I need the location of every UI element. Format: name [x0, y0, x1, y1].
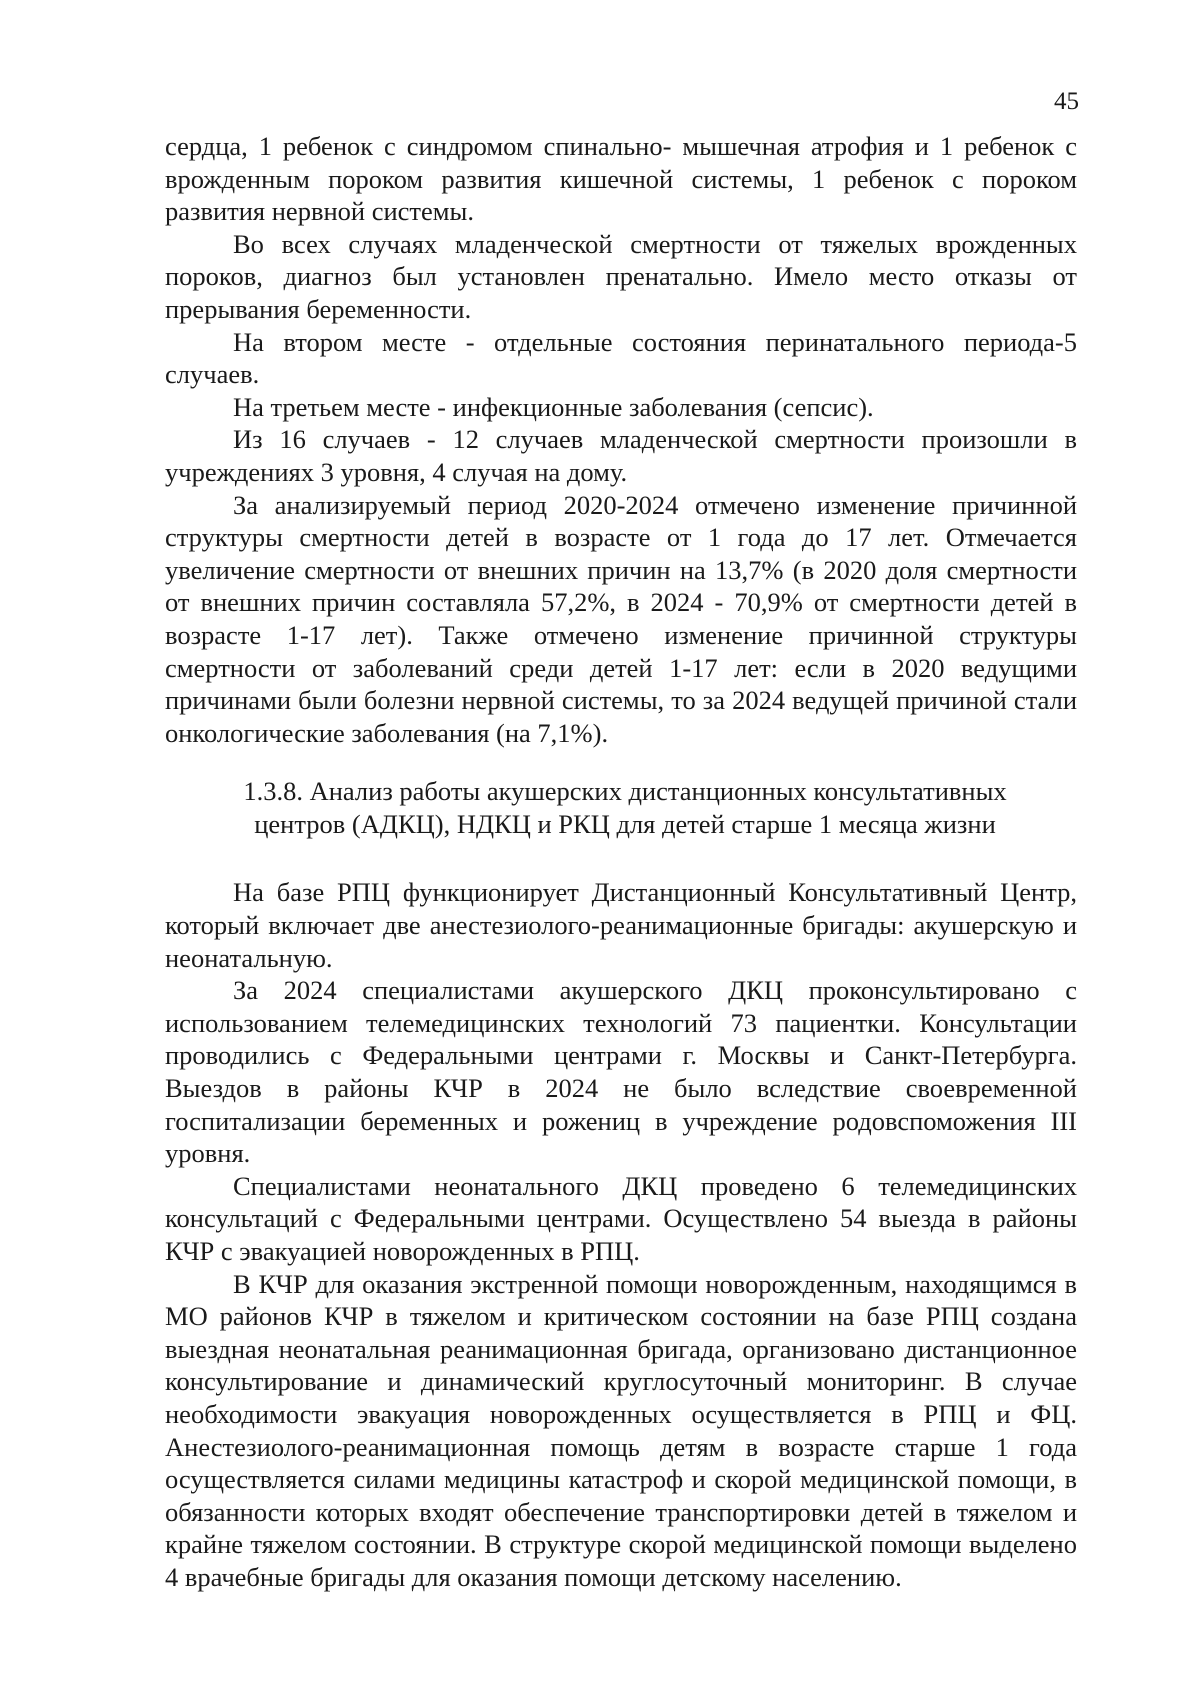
paragraph: За анализируемый период 2020-2024 отмечено изменение причинной структуры смертности детей в возрасте от 1 года до 17 лет. Отмечается увеличение смертности от внешних причин на 13,7% (в 2020 доля смертности от внешних причин составляла 57,2%, в 2024 - 70,9% от смертности детей в возрасте 1-17 лет). Также отмечено изменение причинной структуры смертности от заболеваний среди детей 1-17 лет: если в 2020 ведущими причинами были болезни нервной системы, то за 2024 ведущей причиной стали онкологические заболевания (на 7,1%).: [165, 489, 1077, 748]
paragraph: В КЧР для оказания экстренной помощи новорожденным, находящимся в МО районов КЧР в тяжелом и критическом состоянии на базе РПЦ создана выездная неонатальная реанимационная бригада, организовано дистанционное консультирование и динамический круглосуточный мониторинг. В случае необходимости эвакуация новорожденных осуществляется в РПЦ и ФЦ. Анестезиолого-реанимационная помощь детям в возрасте старше 1 года осуществляется силами медицины катастроф и скорой медицинской помощи, в обязанности которых входят обеспечение транспортировки детей в тяжелом и крайне тяжелом состоянии. В структуре скорой медицинской помощи выделено 4 врачебные бригады для оказания помощи детскому населению.: [165, 1268, 1077, 1592]
section-heading-line: 1.3.8. Анализ работы акушерских дистанционных консультативных: [243, 776, 1007, 807]
paragraph: Специалистами неонатального ДКЦ проведено 6 телемедицинских консультаций с Федеральными центрами. Осуществлено 54 выезда в районы КЧР с эвакуацией новорожденных в РПЦ.: [165, 1170, 1077, 1266]
section-heading-line: центров (АДКЦ), НДКЦ и РКЦ для детей старше 1 месяца жизни: [254, 808, 996, 839]
paragraph: Во всех случаях младенческой смертности от тяжелых врожденных пороков, диагноз был установлен пренатально. Имело место отказы от прерывания беременности.: [165, 228, 1077, 324]
paragraph: Из 16 случаев - 12 случаев младенческой смертности произошли в учреждениях 3 уровня, 4 случая на дому.: [165, 424, 1077, 487]
paragraph: На базе РПЦ функционирует Дистанционный Консультативный Центр, который включает две анестезиолого-реанимационные бригады: акушерскую и неонатальную.: [165, 877, 1077, 973]
paragraph: На втором месте - отдельные состояния перинатального периода-5 случаев.: [165, 326, 1077, 390]
paragraph: За 2024 специалистами акушерского ДКЦ проконсультировано с использованием телемедицинских технологий 73 пациентки. Консультации проводились с Федеральными центрами г. Москвы и Санкт-Петербурга. Выездов в районы КЧР в 2024 не было вследствие своевременной госпитализации беременных и рожениц в учреждение родовспоможения III уровня.: [165, 975, 1077, 1169]
page-number: 45: [1054, 88, 1079, 115]
document-body: [165, 130, 1077, 1594]
paragraph: На третьем месте - инфекционные заболевания (сепсис).: [233, 391, 874, 422]
section-heading: [165, 775, 1077, 840]
paragraph: сердца, 1 ребенок с синдромом спинально- мышечная атрофия и 1 ребенок с врожденным пороком развития кишечной системы, 1 ребенок с пороком развития нервной системы.: [165, 131, 1077, 227]
